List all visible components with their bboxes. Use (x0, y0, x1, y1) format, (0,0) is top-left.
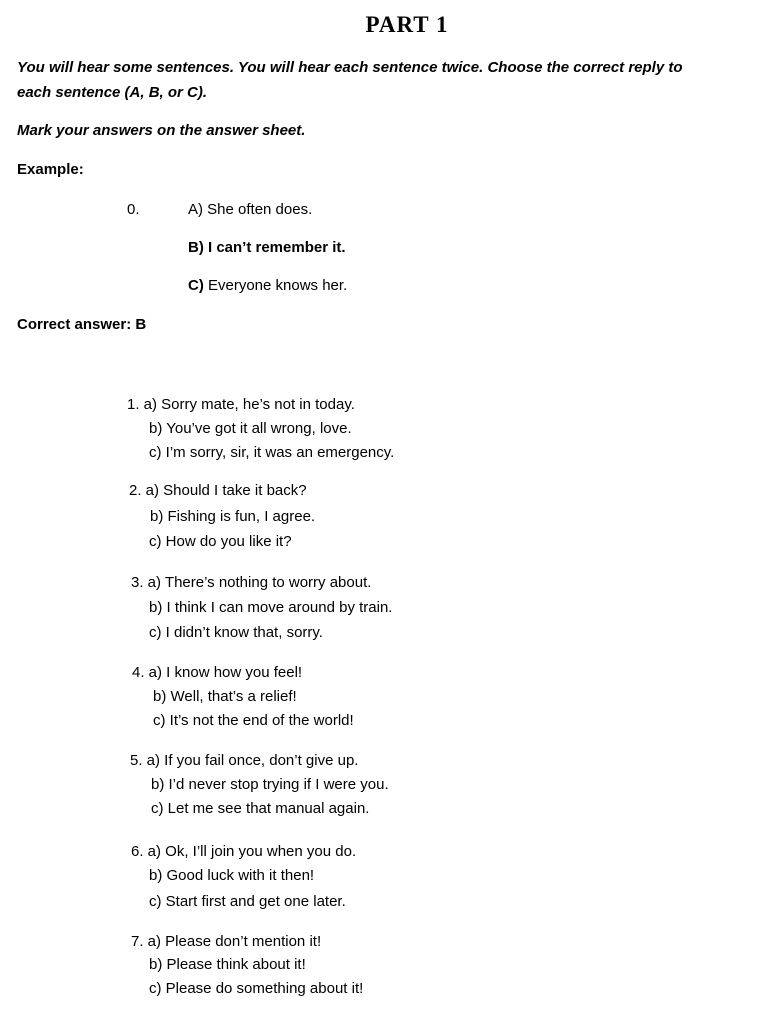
question-3-option-c: c) I didn’t know that, sorry. (149, 624, 323, 641)
example-option-c (188, 277, 347, 294)
example-option-b: B) I can’t remember it. (188, 239, 346, 256)
question-7-option-b: b) Please think about it! (149, 956, 306, 973)
instruction-line-1: You will hear some sentences. You will hear each sentence twice. Choose the correct reply to (17, 59, 683, 76)
example-number: 0. (127, 201, 140, 218)
page-title: PART 1 (365, 12, 449, 37)
example-heading: Example: (17, 161, 84, 178)
question-4-option-c: c) It’s not the end of the world! (153, 712, 354, 729)
question-6-option-a: 6. a) Ok, I’ll join you when you do. (131, 843, 357, 860)
question-5-option-c: c) Let me see that manual again. (151, 800, 370, 817)
question-7-option-c: c) Please do something about it! (149, 980, 364, 997)
example-option-c-letter: C) (188, 277, 204, 294)
question-6-option-b: b) Good luck with it then! (149, 867, 315, 884)
question-5-option-b: b) I’d never stop trying if I were you. (151, 776, 389, 793)
correct-answer: Correct answer: B (17, 316, 147, 333)
question-2-option-a: 2. a) Should I take it back? (129, 482, 307, 499)
example-option-a: A) She often does. (188, 201, 313, 218)
question-3-option-a: 3. a) There’s nothing to worry about. (131, 574, 372, 591)
instruction-line-2: each sentence (A, B, or C). (17, 84, 208, 101)
example-option-c-text: Everyone knows her. (203, 277, 348, 294)
question-1-option-c: c) I’m sorry, sir, it was an emergency. (149, 444, 395, 461)
question-5-option-a: 5. a) If you fail once, don’t give up. (130, 752, 359, 769)
question-4-option-b: b) Well, that’s a relief! (153, 688, 297, 705)
question-6-option-c: c) Start first and get one later. (149, 893, 346, 910)
question-2-option-b: b) Fishing is fun, I agree. (150, 508, 316, 525)
instruction-answer-sheet: Mark your answers on the answer sheet. (17, 122, 306, 139)
question-7-option-a: 7. a) Please don’t mention it! (131, 933, 322, 950)
question-3-option-b: b) I think I can move around by train. (149, 599, 393, 616)
question-1-option-a: 1. a) Sorry mate, he’s not in today. (127, 396, 355, 413)
question-2-option-c: c) How do you like it? (149, 533, 292, 550)
question-1-option-b: b) You’ve got it all wrong, love. (149, 420, 352, 437)
question-4-option-a: 4. a) I know how you feel! (132, 664, 303, 681)
